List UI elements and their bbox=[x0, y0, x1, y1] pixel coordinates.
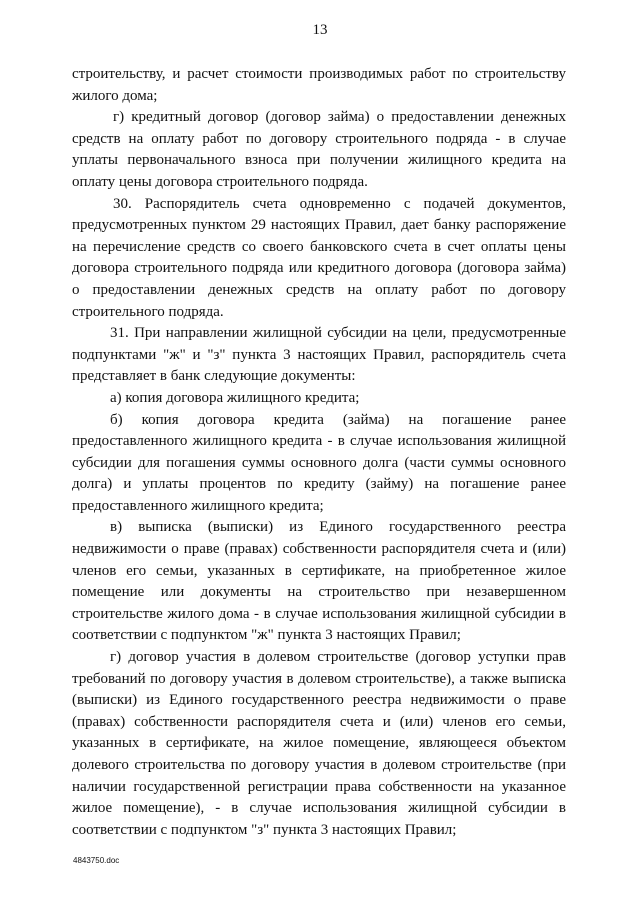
paragraph: в) выписка (выписки) из Единого государственного реестра недвижимости о праве (правах) собственности распорядителя счета и (или) членов его семьи, указанных в сертификате, на приобретенное жилое помещение или документы на строительство при незавершенном строительстве жилого дома - в случае использования жилищной субсидии в соответствии с подпунктом "ж" пункта 3 настоящих Правил; bbox=[72, 519, 566, 644]
paragraph: 31. При направлении жилищной субсидии на цели, предусмотренные подпунктами "ж" и "з" пункта 3 настоящих Правил, распорядитель счета представляет в банк следующие документы: bbox=[72, 325, 566, 385]
paragraph: г) договор участия в долевом строительстве (договор уступки прав требований по договору участия в долевом строительстве), а также выписка (выписки) из Единого государственного реестра недвижимости о праве (правах) собственности распорядителя счета и (или) членов его семьи, указанных в сертификате, на жилое помещение, являющееся объектом долевого строительства по договору участия в долевом строительстве (при наличии государственной регистрации права собственности на указанное жилое помещение), - в случае использования жилищной субсидии в соответствии с подпунктом "з" пункта 3 настоящих Правил; bbox=[72, 649, 566, 838]
document-body bbox=[72, 64, 566, 841]
paragraph: а) копия договора жилищного кредита; bbox=[110, 389, 360, 406]
paragraph: 30. Распорядитель счета одновременно с подачей документов, предусмотренных пунктом 29 настоящих Правил, дает банку распоряжение на перечисление средств со своего банковского счета в счет оплаты цены договора строительного подряда или кредитного договора (договора займа) о предоставлении денежных средств на оплату работ по договору строительного подряда. bbox=[72, 195, 566, 320]
paragraph: б) копия договора кредита (займа) на погашение ранее предоставленного жилищного кредита - в случае использования жилищной субсидии для погашения суммы основного долга (части суммы основного долга) и уплаты процентов по кредиту (займу) на погашение ранее предоставленного жилищного кредита; bbox=[72, 411, 566, 514]
paragraph: г) кредитный договор (договор займа) о предоставлении денежных средств на оплату работ по договору строительного подряда - в случае уплаты первоначального взноса при получении жилищного кредита на оплату цены договора строительного подряда. bbox=[72, 109, 566, 190]
file-name-footer: 4843750.doc bbox=[73, 856, 120, 865]
page-number: 13 bbox=[312, 22, 328, 38]
paragraph: строительству, и расчет стоимости производимых работ по строительству жилого дома; bbox=[72, 66, 566, 104]
